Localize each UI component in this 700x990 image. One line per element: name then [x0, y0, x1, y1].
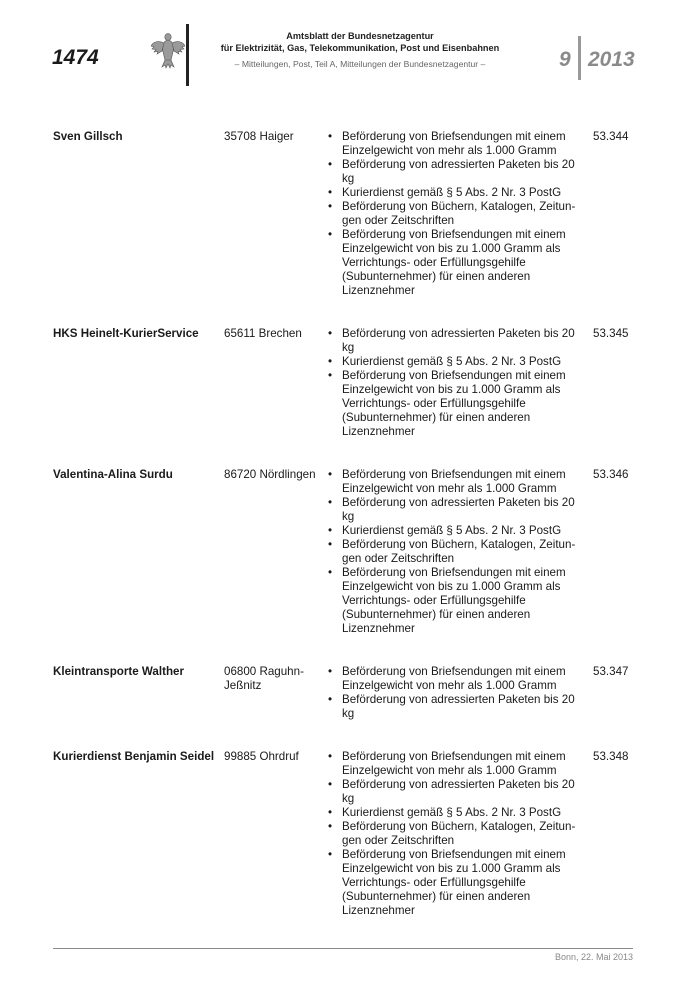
header-divider	[186, 24, 189, 86]
publication-title-line2: für Elektrizität, Gas, Telekommunikation, Post und Eisenbahnen	[220, 42, 500, 53]
service-item: • Beförderung von Briefsendungen mit einem Einzelgewicht von mehr als 1.000 Gramm	[325, 468, 577, 496]
service-item: • Kurierdienst gemäß § 5 Abs. 2 Nr. 3 PostG	[325, 806, 577, 820]
service-item: • Beförderung von Briefsendungen mit einem Einzelgewicht von bis zu 1.000 Gramm als Verrichtungs- oder Erfüllungsgehilfe (Subunternehmer) für einen anderen Lizenznehmer	[325, 369, 577, 439]
licensee-location: 06800 Raguhn-Jeßnitz	[224, 665, 304, 692]
service-item: • Beförderung von adressierten Paketen bis 20 kg	[325, 778, 577, 806]
footer-date: Bonn, 22. Mai 2013	[554, 952, 633, 962]
license-number: 53.345	[593, 327, 629, 340]
licensee-name: Sven Gillsch	[53, 130, 123, 143]
issue-number: 9	[559, 48, 571, 71]
licensee-entry	[53, 468, 643, 636]
licensee-name: Kleintransporte Walther	[53, 665, 184, 678]
service-item: • Beförderung von Büchern, Katalogen, Zeitungen oder Zeitschriften	[325, 538, 577, 566]
licensee-entry	[53, 750, 643, 918]
service-item: • Beförderung von Büchern, Katalogen, Zeitungen oder Zeitschriften	[325, 820, 577, 848]
licensee-location: 86720 Nördlingen	[224, 468, 316, 481]
issue-year: 2013	[588, 48, 635, 71]
licensee-list	[53, 130, 643, 947]
service-list	[325, 665, 577, 721]
licensee-name: HKS Heinelt-KurierService	[53, 327, 199, 340]
publication-title	[200, 31, 520, 54]
license-number: 53.344	[593, 130, 629, 143]
service-item: • Beförderung von Briefsendungen mit einem Einzelgewicht von mehr als 1.000 Gramm	[325, 665, 577, 693]
licensee-name: Valentina-Alina Surdu	[53, 468, 173, 481]
publication-subtitle: – Mitteilungen, Post, Teil A, Mitteilungen der Bundesnetzagentur –	[234, 59, 486, 69]
service-item: • Beförderung von Briefsendungen mit einem Einzelgewicht von mehr als 1.000 Gramm	[325, 750, 577, 778]
service-item: • Beförderung von Briefsendungen mit einem Einzelgewicht von bis zu 1.000 Gramm als Verrichtungs- oder Erfüllungsgehilfe (Subunternehmer) für einen anderen Lizenznehmer	[325, 566, 577, 636]
service-item: • Kurierdienst gemäß § 5 Abs. 2 Nr. 3 PostG	[325, 524, 577, 538]
licensee-entry	[53, 130, 643, 298]
service-item: • Beförderung von adressierten Paketen bis 20 kg	[325, 158, 577, 186]
service-item: • Beförderung von adressierten Paketen bis 20 kg	[325, 327, 577, 355]
service-item: • Beförderung von Büchern, Katalogen, Zeitungen oder Zeitschriften	[325, 200, 577, 228]
publication-title-line1: Amtsblatt der Bundesnetzagentur	[286, 31, 434, 41]
federal-eagle-icon	[150, 30, 186, 70]
service-item: • Beförderung von Briefsendungen mit einem Einzelgewicht von bis zu 1.000 Gramm als Verrichtungs- oder Erfüllungsgehilfe (Subunternehmer) für einen anderen Lizenznehmer	[325, 228, 577, 298]
licensee-entry	[53, 665, 643, 721]
license-number: 53.346	[593, 468, 629, 481]
footer-divider	[53, 948, 633, 949]
service-item: • Kurierdienst gemäß § 5 Abs. 2 Nr. 3 PostG	[325, 186, 577, 200]
issue-divider	[578, 36, 581, 80]
service-item: • Beförderung von adressierten Paketen bis 20 kg	[325, 693, 577, 721]
page-number: 1474	[52, 46, 99, 69]
service-item: • Beförderung von adressierten Paketen bis 20 kg	[325, 496, 577, 524]
licensee-name: Kurierdienst Benjamin Seidel	[53, 750, 215, 763]
license-number: 53.347	[593, 665, 629, 678]
license-number: 53.348	[593, 750, 629, 763]
service-list	[325, 468, 577, 636]
service-item: • Kurierdienst gemäß § 5 Abs. 2 Nr. 3 PostG	[325, 355, 577, 369]
licensee-entry	[53, 327, 643, 439]
service-list	[325, 130, 577, 298]
licensee-location: 99885 Ohrdruf	[224, 750, 299, 763]
service-list	[325, 327, 577, 439]
service-list	[325, 750, 577, 918]
service-item: • Beförderung von Briefsendungen mit einem Einzelgewicht von mehr als 1.000 Gramm	[325, 130, 577, 158]
licensee-location: 35708 Haiger	[224, 130, 294, 143]
service-item: • Beförderung von Briefsendungen mit einem Einzelgewicht von bis zu 1.000 Gramm als Verrichtungs- oder Erfüllungsgehilfe (Subunternehmer) für einen anderen Lizenznehmer	[325, 848, 577, 918]
licensee-location: 65611 Brechen	[224, 327, 302, 340]
